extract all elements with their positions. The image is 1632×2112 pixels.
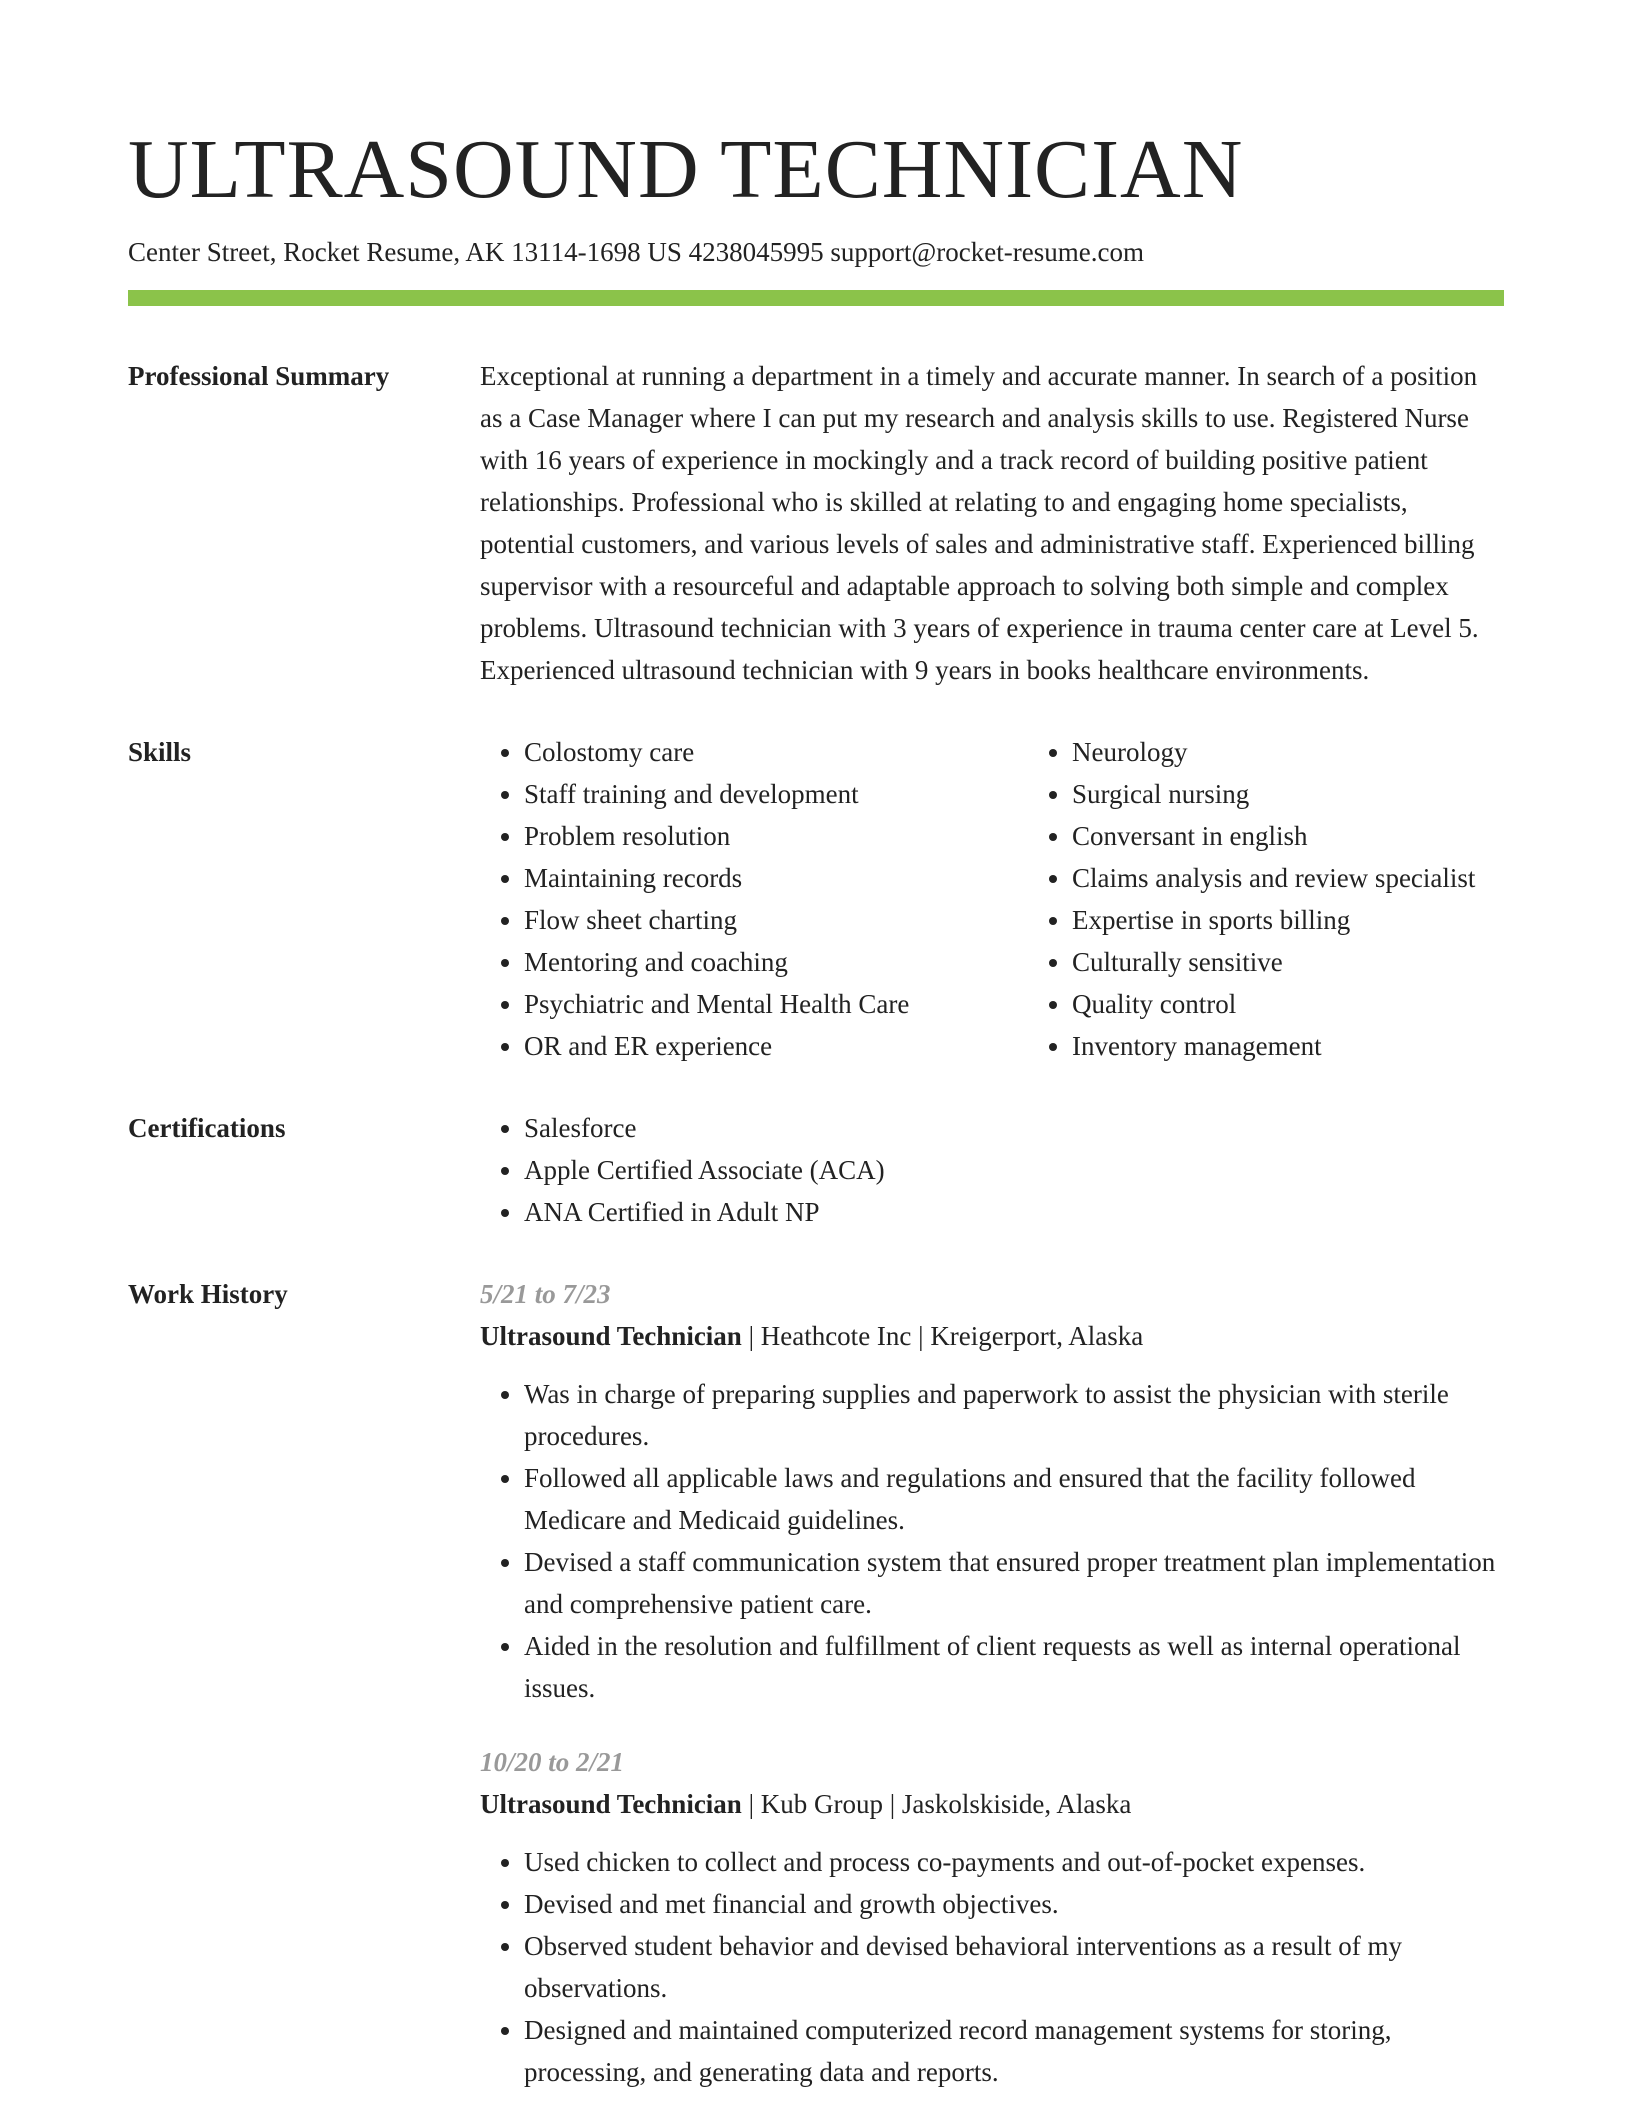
skill-item: • Conversant in english bbox=[1072, 815, 1504, 857]
job-title: Ultrasound Technician bbox=[480, 1789, 742, 1819]
skill-item: • Expertise in sports billing bbox=[1072, 899, 1504, 941]
skill-item: • Claims analysis and review specialist bbox=[1072, 857, 1504, 899]
job-bullet: • Devised and met financial and growth objectives. bbox=[524, 1883, 1504, 1925]
job-bullets bbox=[480, 1841, 1504, 2093]
job-bullets bbox=[480, 1373, 1504, 1709]
job-bullet: • Aided in the resolution and fulfillment of client requests as well as internal operational issues. bbox=[524, 1625, 1504, 1709]
skill-item: • Neurology bbox=[1072, 731, 1504, 773]
job-bullet: • Devised a staff communication system that ensured proper treatment plan implementation and comprehensive patient care. bbox=[524, 1541, 1504, 1625]
section-label-skills: Skills bbox=[128, 737, 192, 767]
work-history-section bbox=[128, 1273, 1504, 2093]
job-entry bbox=[480, 1741, 1504, 2093]
job-bullet: • Used chicken to collect and process co-payments and out-of-pocket expenses. bbox=[524, 1841, 1504, 1883]
summary-section bbox=[128, 355, 1504, 691]
skill-item: • Quality control bbox=[1072, 983, 1504, 1025]
job-company: Heathcote Inc bbox=[760, 1321, 912, 1351]
skill-item: • Surgical nursing bbox=[1072, 773, 1504, 815]
resume-page bbox=[128, 120, 1504, 2093]
section-label-work-history: Work History bbox=[128, 1279, 288, 1309]
job-separator: | bbox=[911, 1321, 931, 1351]
job-location: Jaskolskiside, Alaska bbox=[901, 1789, 1132, 1819]
job-bullet: • Designed and maintained computerized record management systems for storing, processing, and generating data and reports. bbox=[524, 2009, 1504, 2093]
job-location: Kreigerport, Alaska bbox=[930, 1321, 1144, 1351]
skills-list-right bbox=[1028, 731, 1504, 1067]
contact-info: Center Street, Rocket Resume, AK 13114-1698 US 4238045995 support@rocket-resume.com bbox=[128, 237, 1144, 267]
skill-item: • Culturally sensitive bbox=[1072, 941, 1504, 983]
job-dates: 5/21 to 7/23 bbox=[480, 1279, 611, 1309]
job-company: Kub Group bbox=[760, 1789, 883, 1819]
skills-section bbox=[128, 731, 1504, 1067]
section-label-certifications: Certifications bbox=[128, 1113, 286, 1143]
summary-text: Exceptional at running a department in a timely and accurate manner. In search of a position as a Case Manager where I can put my research and analysis skills to use. Registered Nurse with 16 years of experience in mockingly and a track record of building positive patient relationships. Professional who is skilled at relating to and engaging home specialists, potential customers, and various levels of sales and administrative staff. Experienced billing supervisor with a resourceful and adaptable approach to solving both simple and complex problems. Ultrasound technician with 3 years of experience in trauma center care at Level 5. Experienced ultrasound technician with 9 years in books healthcare environments. bbox=[480, 361, 1479, 685]
job-bullet: • Followed all applicable laws and regulations and ensured that the facility followed Medicare and Medicaid guidelines. bbox=[524, 1457, 1504, 1541]
certifications-list bbox=[480, 1107, 1504, 1233]
skill-item: • Mentoring and coaching bbox=[524, 941, 1028, 983]
skill-item: • Maintaining records bbox=[524, 857, 1028, 899]
job-heading bbox=[480, 1783, 1504, 1825]
skill-item: • Colostomy care bbox=[524, 731, 1028, 773]
job-bullet: • Was in charge of preparing supplies and paperwork to assist the physician with sterile procedures. bbox=[524, 1373, 1504, 1457]
job-bullet: • Observed student behavior and devised behavioral interventions as a result of my observations. bbox=[524, 1925, 1504, 2009]
skill-item: • Inventory management bbox=[1072, 1025, 1504, 1067]
job-separator: | bbox=[741, 1321, 761, 1351]
job-dates: 10/20 to 2/21 bbox=[480, 1747, 625, 1777]
section-label-summary: Professional Summary bbox=[128, 361, 390, 391]
header-divider bbox=[128, 290, 1504, 306]
skill-item: • OR and ER experience bbox=[524, 1025, 1028, 1067]
skill-item: • Flow sheet charting bbox=[524, 899, 1028, 941]
job-heading bbox=[480, 1315, 1504, 1357]
certifications-section bbox=[128, 1107, 1504, 1233]
skill-item: • Staff training and development bbox=[524, 773, 1028, 815]
certification-item: • ANA Certified in Adult NP bbox=[524, 1191, 1504, 1233]
job-separator: | bbox=[882, 1789, 902, 1819]
skill-item: • Problem resolution bbox=[524, 815, 1028, 857]
job-entry bbox=[480, 1273, 1504, 1709]
candidate-name: ULTRASOUND TECHNICIAN bbox=[128, 123, 1244, 216]
certification-item: • Salesforce bbox=[524, 1107, 1504, 1149]
certification-item: • Apple Certified Associate (ACA) bbox=[524, 1149, 1504, 1191]
skills-list-left bbox=[480, 731, 1028, 1067]
skill-item: • Psychiatric and Mental Health Care bbox=[524, 983, 1028, 1025]
job-title: Ultrasound Technician bbox=[480, 1321, 742, 1351]
job-separator: | bbox=[741, 1789, 761, 1819]
